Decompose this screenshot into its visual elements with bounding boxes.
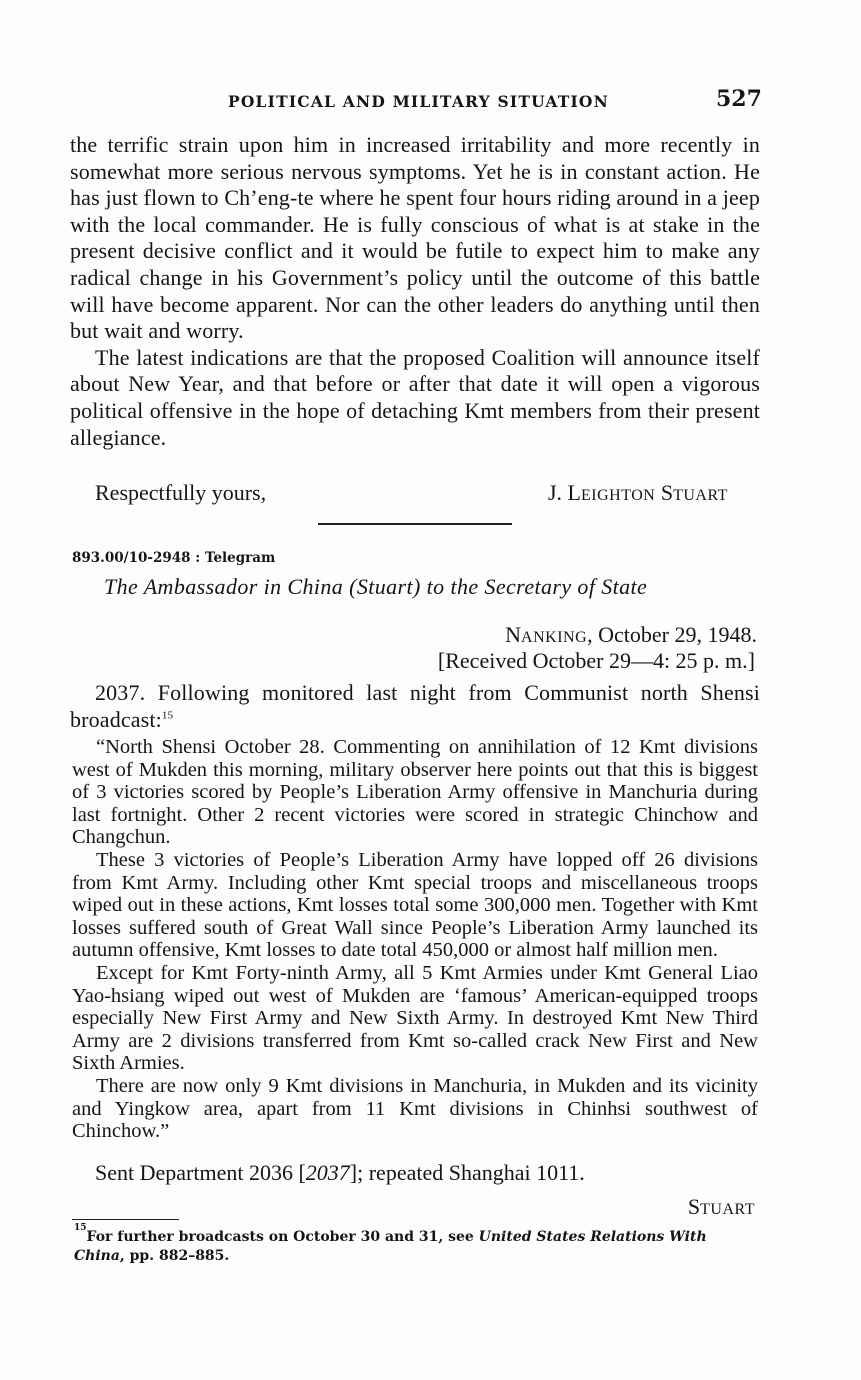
- footnote-divider: [72, 1219, 179, 1220]
- quote-paragraph: These 3 victories of People’s Liberation Army have lopped off 26 divisions from Kmt Army. Including other Kmt special troops and miscellaneous troops wiped out in these actions, Kmt losses total some 300,000 men. Together with Kmt losses suffered south of Great Wall since People’s Liberation Army launched its autumn offensive, Kmt losses to date total 450,000 or almost half million men.: [72, 848, 758, 962]
- footnote-text-end: , pp. 882–885.: [119, 1248, 230, 1264]
- place-initial: N: [505, 622, 522, 647]
- file-number: 893.00/10-2948 : Telegram: [72, 550, 276, 566]
- intro-text: 2037. Following monitored last night from Communist north Shensi broadcast:: [70, 680, 760, 732]
- signature-first-small: EIGHTON: [581, 487, 656, 504]
- received-note: [Received October 29—4: 25 p. m.]: [437, 648, 755, 673]
- section-divider: [318, 523, 512, 525]
- place-small: ANKING: [521, 629, 588, 646]
- letter-body: [70, 132, 760, 451]
- letter-paragraph-1: the terrific strain upon him in increased irritability and more recently in somewhat more serious nervous symptoms. Yet he is in constant action. He has just flown to Ch’eng-te where he spent four hours riding around in a jeep with the local commander. He is fully conscious of what is at stake in the present decisive conflict and it would be futile to expect him to make any radical change in his Government’s policy until the outcome of this battle will have become apparent. Nor can the other leaders do anything until then but wait and worry.: [70, 132, 760, 344]
- signature-initial: S: [687, 1194, 701, 1219]
- sent-corrected-number: 2037: [305, 1160, 350, 1185]
- sent-prefix: Sent Department 2036 [: [95, 1160, 306, 1185]
- footnote: [74, 1223, 758, 1266]
- footnote-marker: 15: [74, 1223, 87, 1233]
- date-text: , October 29, 1948.: [587, 622, 757, 647]
- running-head: POLITICAL AND MILITARY SITUATION: [228, 92, 609, 111]
- telegram-signature: [688, 1194, 755, 1220]
- signature-small: TUART: [700, 1201, 755, 1218]
- letter-closing: Respectfully yours,: [95, 480, 267, 505]
- footnote-reference: 15: [161, 709, 174, 722]
- signature-last-small: TUART: [673, 487, 728, 504]
- document-title: The Ambassador in China (Stuart) to the Secretary of State: [104, 574, 648, 599]
- footnote-citation: United States Relations With China: [74, 1229, 707, 1264]
- letter-signature: [548, 480, 728, 506]
- quote-paragraph: “North Shensi October 28. Commenting on annihilation of 12 Kmt divisions west of Mukden this morning, military observer here points out that this is biggest of 3 victories scored by People’s Liberation Army offensive in Manchuria during last fortnight. Other 2 recent victories were scored in strategic Chinchow and Changchun.: [72, 736, 758, 849]
- quote-paragraph: There are now only 9 Kmt divisions in Manchuria, in Mukden and its vicinity and Yingkow area, apart from 11 Kmt divisions in Chinhsi southwest of Chinchow.”: [72, 1074, 758, 1143]
- sent-line: [95, 1160, 585, 1186]
- sent-suffix: ]; repeated Shanghai 1011.: [349, 1160, 585, 1185]
- signature-first-initials: J. L: [548, 480, 581, 505]
- page-number: 527: [716, 86, 762, 112]
- dateline: [505, 622, 757, 648]
- quote-paragraph: Except for Kmt Forty-ninth Army, all 5 Kmt Armies under Kmt General Liao Yao-hsiang wiped out west of Mukden are ‘famous’ American-equipped troops especially New First Army and New Sixth Army. In destroyed Kmt New Third Army are 2 divisions transferred from Kmt so-called crack New First and New Sixth Armies.: [72, 961, 758, 1075]
- letter-paragraph-2: The latest indications are that the proposed Coalition will announce itself about New Year, and that before or after that date it will open a vigorous political offensive in the hope of detaching Kmt members from their present allegiance.: [70, 344, 760, 450]
- broadcast-quote: [72, 736, 758, 1143]
- footnote-text-start: For further broadcasts on October 30 and 31, see: [86, 1229, 479, 1245]
- message-intro: [70, 680, 760, 733]
- signature-last-initial: S: [660, 480, 674, 505]
